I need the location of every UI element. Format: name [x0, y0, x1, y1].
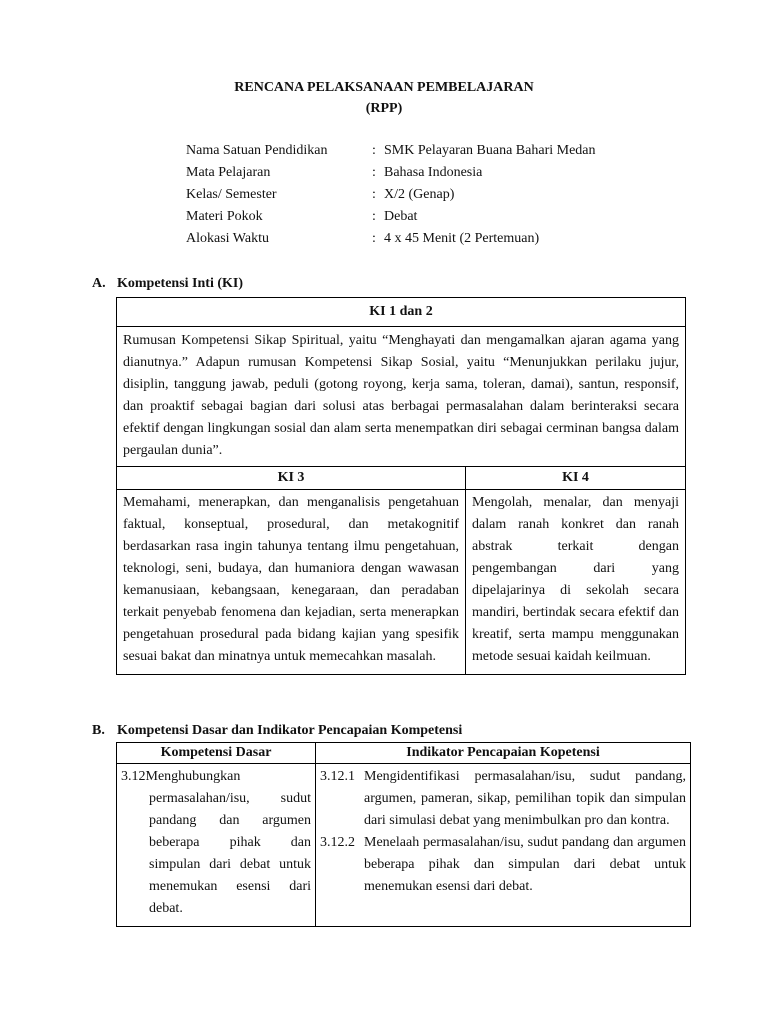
ki3-text: Memahami, menerapkan, dan menganalisis pengetahuan faktual, konseptual, prosedural, dan metakognitif berdasarkan rasa ingin tahunya tentang ilmu pengetahuan, teknologi, seni, budaya, dan humaniora dengan wawasan kemanusiaan, kebangsaan, kenegaraan, dan peradaban terkait penyebab fenomena dan kejadian, serta menerapkan pengetahuan prosedural pada bidang kajian yang spesifik sesuai bakat dan minatnya untuk memecahkan masalah. — [117, 490, 466, 675]
kd-number: 3.12 — [121, 769, 146, 784]
identity-row — [186, 143, 596, 165]
ki3-header: KI 3 — [117, 467, 466, 490]
indicator-cell — [316, 764, 691, 927]
document-subtitle: (RPP) — [365, 101, 403, 116]
identity-value: Bahasa Indonesia — [384, 165, 483, 180]
document-title: RENCANA PELAKSANAAN PEMBELAJARAN — [234, 80, 534, 95]
indicator-text: Mengidentifikasi permasalahan/isu, sudut pandang, argumen, pameran, sikap, pemilihan topik dan simpulan dari simulasi debat yang menimbulkan pro dan kontra. — [364, 769, 686, 828]
ki4-text: Mengolah, menalar, dan menyaji dalam ranah konkret dan ranah abstrak terkait dengan pengembangan dari yang dipelajarinya di sekolah secara mandiri, bertindak secara efektif dan kreatif, serta mampu menggunakan metode sesuai kaidah keilmuan. — [466, 490, 686, 675]
identity-separator: : — [372, 143, 376, 158]
identity-value: SMK Pelayaran Buana Bahari Medan — [384, 143, 596, 158]
section-b-heading — [92, 723, 462, 739]
indicator-item — [320, 832, 686, 898]
kd-col-header: Kompetensi Dasar — [117, 743, 316, 764]
kd-body: permasalahan/isu, sudut pandang dan argumen beberapa pihak dan simpulan dari debat untuk menemukan esensi dari debat. — [149, 791, 311, 916]
indicator-text: Menelaah permasalahan/isu, sudut pandang dan argumen beberapa pihak dan simpulan dari debat untuk menemukan esensi dari debat. — [364, 835, 686, 894]
identity-separator: : — [372, 187, 376, 202]
indicator-number: 3.12.2 — [320, 835, 355, 850]
identity-separator: : — [372, 209, 376, 224]
section-a-title: Kompetensi Inti (KI) — [117, 276, 243, 291]
ki12-text: Rumusan Kompetensi Sikap Spiritual, yaitu “Menghayati dan mengamalkan ajaran agama yang dianutnya.” Adapun rumusan Kompetensi Sikap Sosial, yaitu “Menunjukkan perilaku jujur, disiplin, tanggung jawab, peduli (gotong royong, kerja sama, toleran, damai), santun, responsif, dan proaktif sebagai bagian dari solusi atas berbagai permasalahan dalam berinteraksi secara efektif dengan lingkungan sosial dan alam serta menempatkan diri sebagai cerminan bangsa dalam pergaulan dunia”. — [117, 327, 686, 467]
ki12-header: KI 1 dan 2 — [117, 298, 686, 327]
kd-table — [116, 742, 691, 927]
identity-table — [186, 143, 596, 253]
identity-row — [186, 209, 596, 231]
section-b-title: Kompetensi Dasar dan Indikator Pencapaian Kompetensi — [117, 723, 463, 738]
identity-value: 4 x 45 Menit (2 Pertemuan) — [384, 231, 540, 246]
indicator-number: 3.12.1 — [320, 769, 355, 784]
identity-label: Mata Pelajaran — [186, 165, 271, 180]
indicator-col-header: Indikator Pencapaian Kopetensi — [316, 743, 691, 764]
indicator-item — [320, 766, 686, 832]
section-a-letter: A. — [92, 276, 106, 291]
identity-separator: : — [372, 231, 376, 246]
identity-separator: : — [372, 165, 376, 180]
section-a-heading — [92, 276, 243, 292]
kd-cell — [117, 764, 316, 927]
kd-first-word: Menghubungkan — [145, 769, 241, 784]
identity-label: Kelas/ Semester — [186, 187, 277, 202]
identity-label: Materi Pokok — [186, 209, 263, 224]
section-b-letter: B. — [92, 723, 105, 738]
identity-row — [186, 187, 596, 209]
identity-row — [186, 231, 596, 253]
identity-row — [186, 165, 596, 187]
identity-label: Nama Satuan Pendidikan — [186, 143, 328, 158]
ki-table — [116, 297, 686, 675]
identity-value: X/2 (Genap) — [384, 187, 455, 202]
kd-first-line — [121, 766, 311, 788]
ki4-header: KI 4 — [466, 467, 686, 490]
identity-value: Debat — [384, 209, 418, 224]
identity-label: Alokasi Waktu — [186, 231, 269, 246]
